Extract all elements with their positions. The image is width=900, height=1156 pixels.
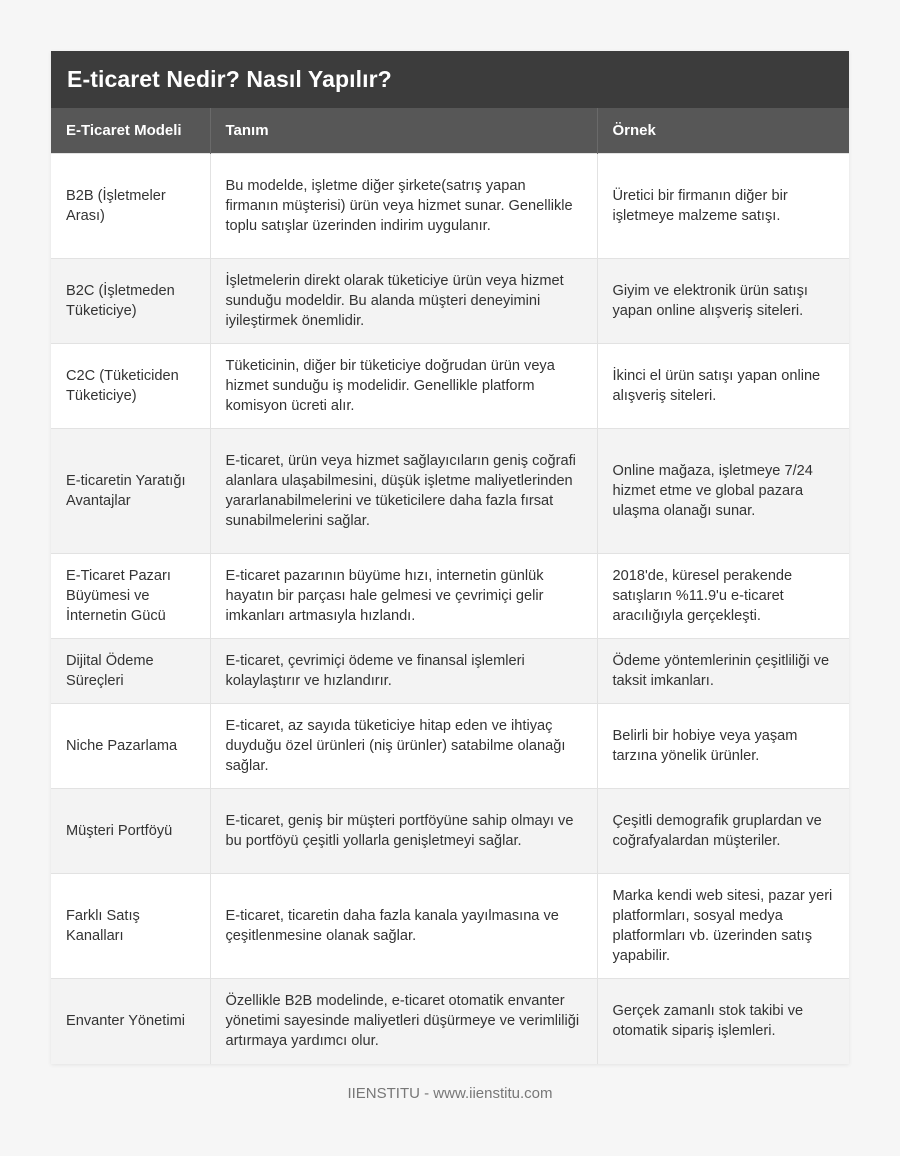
cell-model: C2C (Tüketiciden Tüketiciye) [51, 344, 210, 429]
cell-example: Gerçek zamanlı stok takibi ve otomatik sipariş işlemleri. [597, 979, 849, 1064]
cell-example: Online mağaza, işletmeye 7/24 hizmet etme ve global pazara ulaşma olanağı sunar. [597, 429, 849, 554]
header-model: E-Ticaret Modeli [51, 108, 210, 154]
cell-model: Niche Pazarlama [51, 704, 210, 789]
cell-example: Marka kendi web sitesi, pazar yeri platformları, sosyal medya platformları vb. üzerinden satış yapabilir. [597, 874, 849, 979]
content-card [51, 51, 849, 1064]
footer-credit: IIENSTITU - www.iienstitu.com [347, 1085, 553, 1102]
header-example: Örnek [597, 108, 849, 154]
header-definition: Tanım [210, 108, 597, 154]
table-row [51, 344, 849, 429]
cell-example: Belirli bir hobiye veya yaşam tarzına yönelik ürünler. [597, 704, 849, 789]
cell-example: Ödeme yöntemlerinin çeşitliliği ve taksit imkanları. [597, 639, 849, 704]
table-row [51, 874, 849, 979]
cell-definition: E-ticaret, ticaretin daha fazla kanala yayılmasına ve çeşitlenmesine olanak sağlar. [210, 874, 597, 979]
cell-definition: İşletmelerin direkt olarak tüketiciye ürün veya hizmet sunduğu modeldir. Bu alanda müşteri deneyimini iyileştirmek önemlidir. [210, 259, 597, 344]
cell-model: Müşteri Portföyü [51, 789, 210, 874]
cell-definition: E-ticaret, az sayıda tüketiciye hitap eden ve ihtiyaç duyduğu özel ürünleri (niş ürünler) satabilme olanağı sağlar. [210, 704, 597, 789]
cell-example: 2018'de, küresel perakende satışların %11.9'u e-ticaret aracılığıyla gerçekleşti. [597, 554, 849, 639]
table-row [51, 154, 849, 259]
header-row [51, 108, 849, 154]
table-row [51, 704, 849, 789]
cell-definition: Özellikle B2B modelinde, e-ticaret otomatik envanter yönetimi sayesinde maliyetleri düşürmeye ve verimliliği artırmaya yardımcı olur. [210, 979, 597, 1064]
cell-definition: E-ticaret, ürün veya hizmet sağlayıcıların geniş coğrafi alanlara ulaşabilmesini, düşük işletme maliyetlerinden yararlanabilmelerini ve tüketicilere daha fazla fırsat sunabilmelerini sağlar. [210, 429, 597, 554]
cell-definition: E-ticaret, çevrimiçi ödeme ve finansal işlemleri kolaylaştırır ve hızlandırır. [210, 639, 597, 704]
page-title: E-ticaret Nedir? Nasıl Yapılır? [67, 66, 392, 92]
ecommerce-table [51, 108, 849, 1064]
table-row [51, 554, 849, 639]
cell-model: Dijital Ödeme Süreçleri [51, 639, 210, 704]
cell-example: Giyim ve elektronik ürün satışı yapan online alışveriş siteleri. [597, 259, 849, 344]
cell-definition: E-ticaret pazarının büyüme hızı, internetin günlük hayatın bir parçası hale gelmesi ve çevrimiçi gelir imkanları artmasıyla hızlandı. [210, 554, 597, 639]
table-row [51, 979, 849, 1064]
cell-model: B2B (İşletmeler Arası) [51, 154, 210, 259]
table-body [51, 154, 849, 1064]
table-row [51, 429, 849, 554]
cell-example: Üretici bir firmanın diğer bir işletmeye malzeme satışı. [597, 154, 849, 259]
cell-model: B2C (İşletmeden Tüketiciye) [51, 259, 210, 344]
cell-example: Çeşitli demografik gruplardan ve coğrafyalardan müşteriler. [597, 789, 849, 874]
cell-example: İkinci el ürün satışı yapan online alışveriş siteleri. [597, 344, 849, 429]
cell-definition: Tüketicinin, diğer bir tüketiciye doğrudan ürün veya hizmet sunduğu iş modelidir. Genellikle platform komisyon ücreti alır. [210, 344, 597, 429]
cell-model: E-Ticaret Pazarı Büyümesi ve İnternetin Gücü [51, 554, 210, 639]
title-bar [51, 51, 849, 108]
cell-definition: E-ticaret, geniş bir müşteri portföyüne sahip olmayı ve bu portföyü çeşitli yollarla genişletmeyi sağlar. [210, 789, 597, 874]
cell-model: Farklı Satış Kanalları [51, 874, 210, 979]
table-header [51, 108, 849, 154]
table-row [51, 639, 849, 704]
table-row [51, 789, 849, 874]
cell-model: Envanter Yönetimi [51, 979, 210, 1064]
cell-definition: Bu modelde, işletme diğer şirkete(satrış yapan firmanın müşterisi) ürün veya hizmet sunar. Genellikle toplu satışlar üzerinden indirim uygulanır. [210, 154, 597, 259]
table-row [51, 259, 849, 344]
cell-model: E-ticaretin Yaratığı Avantajlar [51, 429, 210, 554]
